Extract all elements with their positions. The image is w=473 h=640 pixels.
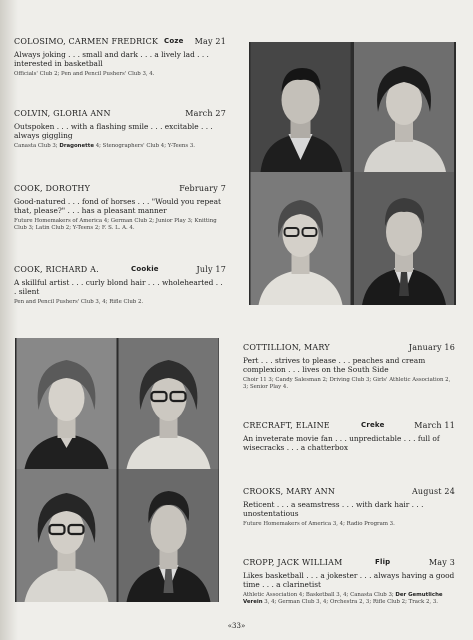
student-description: Reticent . . . a seamstress . . . with dark hair . . . unostentatious: [243, 500, 424, 518]
portrait-photo-colvin: [352, 42, 456, 172]
student-activities: Future Homemakers of America 4; German Club 2; Junior Play 3; Knitting Club 3; Latin Club 2; Y-Teens 2; F. S. L. A. 4.: [14, 218, 217, 231]
student-name: COTTILLION, MARY: [243, 343, 330, 352]
student-nickname: Coze: [164, 37, 184, 45]
student-activities: Future Homemakers of America 3, 4; Radio Program 3.: [243, 521, 395, 527]
senior-entry-cropp: [243, 558, 455, 606]
portrait-photo-cottillion: [15, 338, 118, 469]
student-nickname: Cookie: [131, 265, 159, 273]
portrait-photo-cropp: [118, 469, 219, 602]
student-birthday: March 11: [414, 421, 455, 430]
senior-entry-cook-dorothy: [14, 184, 226, 232]
senior-entry-crooks: [243, 487, 455, 528]
student-birthday: March 27: [185, 109, 226, 118]
student-name: CROOKS, MARY ANN: [243, 487, 336, 496]
student-description: An inveterate movie fan . . . unpredictable . . . full of wisecracks . . . a chatterbox: [243, 434, 440, 452]
student-birthday: August 24: [411, 487, 455, 496]
student-name: CROPP, JACK WILLIAM: [243, 558, 343, 567]
student-name: COLVIN, GLORIA ANN: [14, 109, 111, 118]
student-nickname: Flip: [375, 558, 391, 566]
student-activities: Pen and Pencil Pushers' Club 3, 4; Rifle Club 2.: [14, 299, 144, 305]
portrait-photo-cook-richard: [352, 172, 456, 305]
senior-entry-cook-richard: [14, 265, 226, 306]
senior-entry-cottillion: [243, 343, 455, 391]
student-description: Always joking . . . small and dark . . . a lively lad . . . interested in basketball: [14, 50, 209, 68]
student-name: COOK, RICHARD A.: [14, 265, 99, 274]
portrait-photo-crecraft: [118, 338, 219, 469]
senior-entry-crecraft: [243, 421, 455, 452]
student-activities: Canasta Club 3; Dragonette 4; Stenographers' Club 4; Y-Teens 3.: [14, 143, 196, 149]
portrait-photo-cook-dorothy: [249, 172, 352, 305]
student-birthday: July 17: [196, 265, 226, 274]
portrait-photo-colosimo: [249, 42, 352, 172]
student-birthday: February 7: [179, 184, 226, 193]
student-activities: Athletic Association 4; Basketball 3, 4; Canasta Club 3; Der Gemutliche Verein 3, 4; German Club 3, 4; Orchestra 2, 3; Rifle Club 2; Track 2, 3.: [243, 592, 443, 605]
student-activities: Choir 11 3; Candy Salesman 2; Driving Club 3; Girls' Athletic Association 2, 3; Senior Play 4.: [243, 377, 451, 390]
page-number: «33»: [227, 622, 246, 630]
portrait-photo-crooks: [15, 469, 118, 602]
student-description: Likes basketball . . . a jokester . . . always having a good time . . . a clarinetist: [243, 571, 455, 589]
student-birthday: January 16: [408, 343, 455, 352]
student-birthday: May 21: [194, 37, 226, 46]
student-birthday: May 3: [428, 558, 455, 567]
student-description: Good-natured . . . fond of horses . . . "Would you repeat that, please?" . . . has a pleasant manner: [14, 197, 221, 215]
student-description: A skillful artist . . . curly blond hair . . . wholehearted . . . silent: [14, 278, 223, 296]
student-description: Pert . . . strives to please . . . peaches and cream complexion . . . lives on the South Side: [243, 356, 426, 374]
student-name: COLOSIMO, CARMEN FREDRICK: [14, 37, 159, 46]
student-name: COOK, DOROTHY: [14, 184, 91, 193]
senior-entry-colvin: [14, 109, 226, 150]
senior-entry-colosimo: [14, 37, 226, 78]
student-description: Outspoken . . . with a flashing smile . . . excitable . . . always giggling: [14, 122, 213, 140]
student-activities: Officials' Club 2; Pen and Pencil Pushers' Club 3, 4.: [14, 71, 155, 77]
student-name: CRECRAFT, ELAINE: [243, 421, 330, 430]
student-nickname: Creke: [361, 421, 385, 429]
